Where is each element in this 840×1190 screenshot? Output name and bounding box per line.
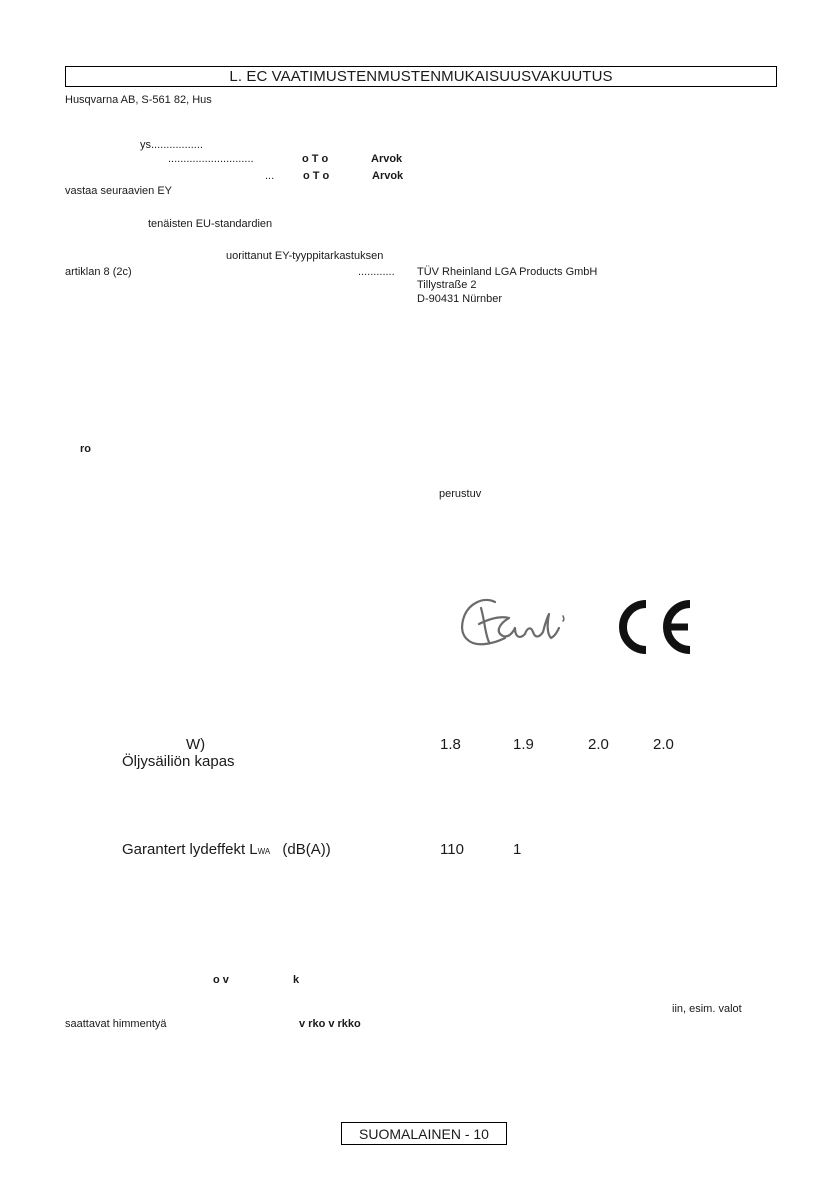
company-address: Husqvarna AB, S-561 82, Hus <box>65 94 212 106</box>
ce-mark-icon <box>612 598 694 656</box>
notified-body-street: Tillystraße 2 <box>417 279 477 291</box>
vastaa-line: vastaa seuraavien EY <box>65 185 173 197</box>
label-1a: o T o <box>302 153 329 165</box>
power-label: W) <box>186 736 206 753</box>
standards-line: tenäisten EU-standardien <box>148 218 273 230</box>
notified-body-name: TÜV Rheinland LGA Products GmbH <box>417 266 598 278</box>
sound-value-2: 1 <box>513 841 522 858</box>
sound-value-1: 110 <box>440 841 464 858</box>
type-examination-line: uorittanut EY-tyyppitarkastuksen <box>226 250 384 262</box>
power-value-2: 1.9 <box>513 736 534 753</box>
note-himmentya-fragment: saattavat himmentyä <box>65 1018 167 1030</box>
perustuv-fragment: perustuv <box>439 488 482 500</box>
label-2b: Arvok <box>372 170 404 182</box>
dots-line-1: ............................ <box>168 153 254 165</box>
dots-line-2: ... <box>265 170 275 182</box>
sound-power-label-main: Garantert lydeffekt L <box>122 841 258 858</box>
note-valot-fragment: iin, esim. valot <box>672 1003 742 1015</box>
sound-power-label-sub: WA <box>257 847 271 856</box>
page-footer <box>341 1122 507 1145</box>
page-footer-label: SUOMALAINEN - 10 <box>359 1125 489 1142</box>
document-title-text: L. EC VAATIMUSTENMUSTENMUKAISUUSVAKUUTUS <box>229 68 613 85</box>
label-1b: Arvok <box>371 153 403 165</box>
article-line: artiklan 8 (2c) <box>65 266 132 278</box>
note-k-fragment: k <box>293 974 300 986</box>
label-2a: o T o <box>303 170 330 182</box>
signature-image <box>455 588 570 663</box>
ro-fragment: ro <box>80 443 91 455</box>
power-value-3: 2.0 <box>588 736 609 753</box>
power-value-1: 1.8 <box>440 736 461 753</box>
dots-line-3: ............ <box>358 266 395 278</box>
sound-power-label-unit: (dB(A)) <box>282 841 331 858</box>
sound-power-label <box>122 841 331 858</box>
note-ov-fragment: o v <box>213 974 229 986</box>
power-value-4: 2.0 <box>653 736 674 753</box>
ys-line: ys................. <box>140 139 203 151</box>
note-verkko-fragment: v rko v rkko <box>299 1018 361 1030</box>
oil-capacity-label: Öljysäiliön kapas <box>122 753 235 770</box>
document-title <box>65 66 777 87</box>
notified-body-city: D-90431 Nürnber <box>417 293 502 305</box>
